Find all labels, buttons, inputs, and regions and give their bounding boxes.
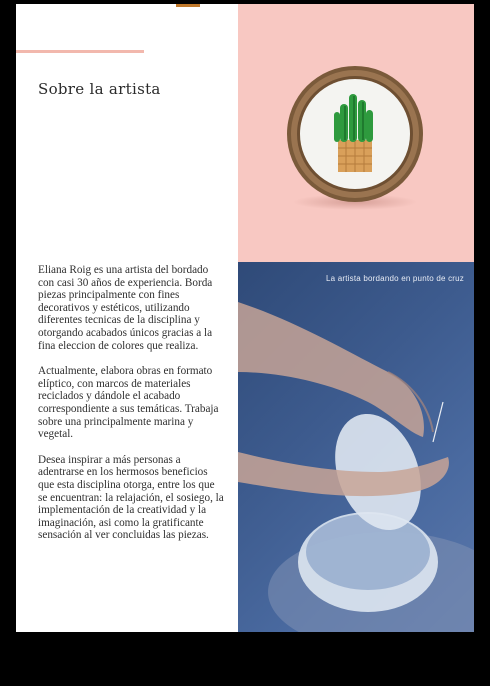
- bio-paragraph-3: Desea inspirar a más personas a adentrarse en los hermosos beneficios que esta disciplina otorga, entre los que se encuentran: la relajación, el sosiego, la implementación de la creatividad y la imaginación, asi como la gratificante sensación al ver concluidas las piezas.: [38, 453, 224, 542]
- photo-caption: La artista bordando en punto de cruz: [326, 274, 464, 283]
- embroidering-hands-image: [238, 262, 474, 632]
- artist-photo: [238, 262, 474, 632]
- bio-paragraph-1: Eliana Roig es una artista del bordado con casi 30 años de experiencia. Borda piezas principalmente con fines decorativos y estéticos, utilizando diferentes tecnicas de la disciplina y otorgando acabados únicos gracias a la fina eleccion de colores que realiza.: [38, 264, 213, 352]
- page-title: Sobre la artista: [38, 80, 161, 98]
- embroidery-panel: [238, 4, 474, 262]
- artist-bio: [38, 264, 224, 555]
- bio-paragraph-2: Actualmente, elabora obras en formato elíptico, con marcos de materiales reciclados y dándole el acabado correspondiente a sus temáticas. Trabaja sobre una principalmente marina y vegetal.: [38, 365, 219, 441]
- document-page: [16, 4, 474, 632]
- embroidery-hoop-image: [282, 64, 428, 210]
- accent-line: [16, 50, 144, 53]
- top-tab-marker: [176, 4, 200, 7]
